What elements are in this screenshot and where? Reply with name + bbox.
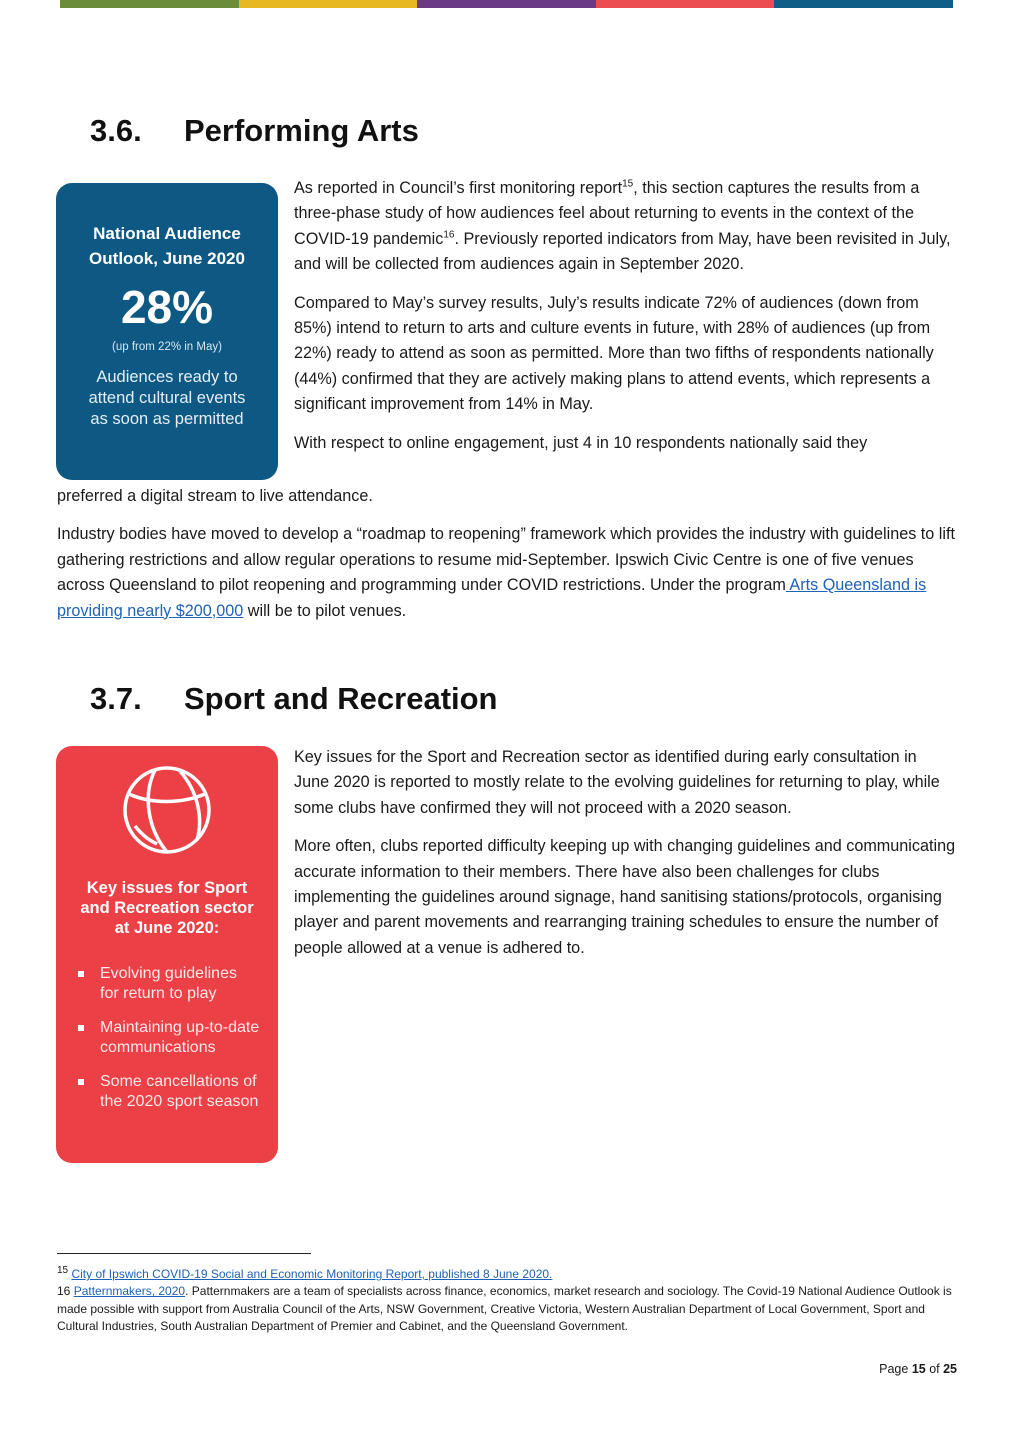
color-bar-segment bbox=[774, 0, 953, 8]
color-bar-segment bbox=[596, 0, 775, 8]
card-title-line: Key issues for Sport bbox=[86, 879, 248, 897]
arts-queensland-link[interactable]: Arts Queensland is providing nearly $200,000 bbox=[57, 576, 927, 620]
section-number: 3.7. bbox=[90, 681, 142, 716]
card-stat-note: (up from 22% in May) bbox=[112, 341, 222, 353]
footnote-15-link[interactable]: City of Ipswich COVID-19 Social and Economic Monitoring Report, published 8 June 2020. bbox=[71, 1267, 553, 1281]
section-title: Sport and Recreation bbox=[184, 681, 498, 716]
card-description-line: as soon as permitted bbox=[90, 410, 244, 428]
card-title-line: and Recreation sector bbox=[80, 899, 254, 917]
list-item bbox=[76, 1018, 260, 1058]
paragraph: Key issues for the Sport and Recreation sector as identified during early consultation in June 2020 is reported to mostly relate to the evolving guidelines for returning to play, while some clubs have confirmed they will not proceed with a 2020 season. bbox=[294, 748, 940, 817]
paragraph-text: will be to pilot venues. bbox=[243, 601, 407, 620]
performing-arts-body bbox=[57, 484, 962, 637]
list-item bbox=[76, 1072, 260, 1112]
card-description bbox=[56, 367, 278, 430]
card-big-stat: 28% bbox=[120, 281, 214, 333]
paragraph: More often, clubs reported difficulty keeping up with changing guidelines and communicating accurate information to their members. There have also been challenges for clubs implementing the guidelines around signage, hand sanitising stations/protocols, organising player and parent movements and rearranging training schedules to ensure the number of people allowed at a venue is adhered to. bbox=[294, 837, 956, 957]
page-current: 15 bbox=[911, 1362, 926, 1376]
bullet-icon bbox=[78, 1079, 84, 1085]
paragraph-text: . Previously reported indicators from May, have been revisited in July, and will be collected from audiences again in September 2020. bbox=[294, 229, 951, 274]
footnote-number: 16 bbox=[57, 1284, 74, 1299]
card-title bbox=[56, 221, 278, 271]
list-item-text: Some cancellations of the 2020 sport season bbox=[100, 1073, 259, 1110]
footnotes bbox=[57, 1266, 957, 1335]
list-item bbox=[76, 964, 260, 1004]
list-item-text: Maintaining up-to-date communications bbox=[100, 1019, 260, 1056]
footnote-number: 15 bbox=[57, 1265, 69, 1276]
page-label: Page bbox=[879, 1362, 912, 1376]
bullet-icon bbox=[78, 971, 84, 977]
paragraph: preferred a digital stream to live attendance. bbox=[57, 487, 373, 505]
paragraph: With respect to online engagement, just 4 in 10 respondents nationally said they bbox=[294, 433, 868, 452]
card-description-line: Audiences ready to bbox=[96, 368, 238, 386]
basketball-icon bbox=[121, 764, 213, 856]
footnote-16 bbox=[57, 1283, 957, 1335]
section-number: 3.6. bbox=[90, 113, 142, 148]
footnote-ref[interactable]: 16 bbox=[443, 229, 455, 241]
sport-key-issues-card bbox=[56, 746, 278, 1163]
sport-recreation-body bbox=[294, 745, 956, 974]
section-title: Performing Arts bbox=[184, 113, 419, 148]
paragraph: Compared to May’s survey results, July’s results indicate 72% of audiences (down from 85%) intend to return to arts and culture events in future, with 28% of audiences (up from 22%) ready to attend as soon as permitted. More than two fifths of respondents nationally (44%) confirmed that they are actively making plans to attend events, which represents a significant improvement from 14% in May. bbox=[294, 293, 934, 414]
list-item-text: Evolving guidelines for return to play bbox=[100, 965, 237, 1002]
footnote-ref[interactable]: 15 bbox=[622, 178, 634, 190]
card-description-line: attend cultural events bbox=[88, 389, 246, 407]
audience-outlook-card bbox=[56, 183, 278, 480]
page-of: of bbox=[925, 1362, 944, 1376]
color-bar-segment bbox=[239, 0, 418, 8]
color-bar-segment bbox=[417, 0, 596, 8]
paragraph-text: Industry bodies have moved to develop a “roadmap to reopening” framework which provides the industry with guidelines to lift gathering restrictions and allow regular operations to resume mid-September. Ipswich Civic Centre is one of five venues across Queensland to pilot reopening and programming under COVID restrictions. Under the program bbox=[57, 525, 955, 595]
color-bar-segment bbox=[60, 0, 239, 8]
top-color-bar bbox=[60, 0, 953, 8]
page-total: 25 bbox=[943, 1362, 957, 1376]
page-number bbox=[879, 1362, 957, 1376]
paragraph-text: , this section captures the results from a three-phase study of how audiences feel about returning to events in the context of the COVID-19 pandemic bbox=[294, 179, 920, 248]
key-issues-list bbox=[56, 964, 278, 1112]
card-title-line: Outlook, June 2020 bbox=[89, 249, 245, 268]
card-title bbox=[56, 878, 278, 938]
section-heading-performing-arts bbox=[90, 113, 419, 149]
paragraph-text: As reported in Council’s first monitoring report bbox=[294, 179, 623, 197]
footnote-15 bbox=[57, 1266, 957, 1283]
performing-arts-intro bbox=[294, 176, 958, 469]
paragraph bbox=[57, 522, 962, 624]
card-title-line: National Audience bbox=[93, 224, 241, 243]
bullet-icon bbox=[78, 1025, 84, 1031]
section-heading-sport-recreation bbox=[90, 681, 498, 717]
paragraph bbox=[294, 176, 958, 278]
card-title-line: at June 2020: bbox=[114, 919, 220, 937]
footnote-text: . Patternmakers are a team of specialists across finance, economics, market research and sociology. The Covid-19 National Audience Outlook is made possible with support from Australia Council of the Arts, NSW Government, Creative Victoria, Western Australian Department of Local Government, Sport and Cultural Industries, South Australian Department of Premier and Cabinet, and the Queensland Government. bbox=[57, 1284, 952, 1333]
footnote-divider bbox=[57, 1253, 311, 1254]
footnote-16-link[interactable]: Patternmakers, 2020 bbox=[73, 1284, 186, 1299]
